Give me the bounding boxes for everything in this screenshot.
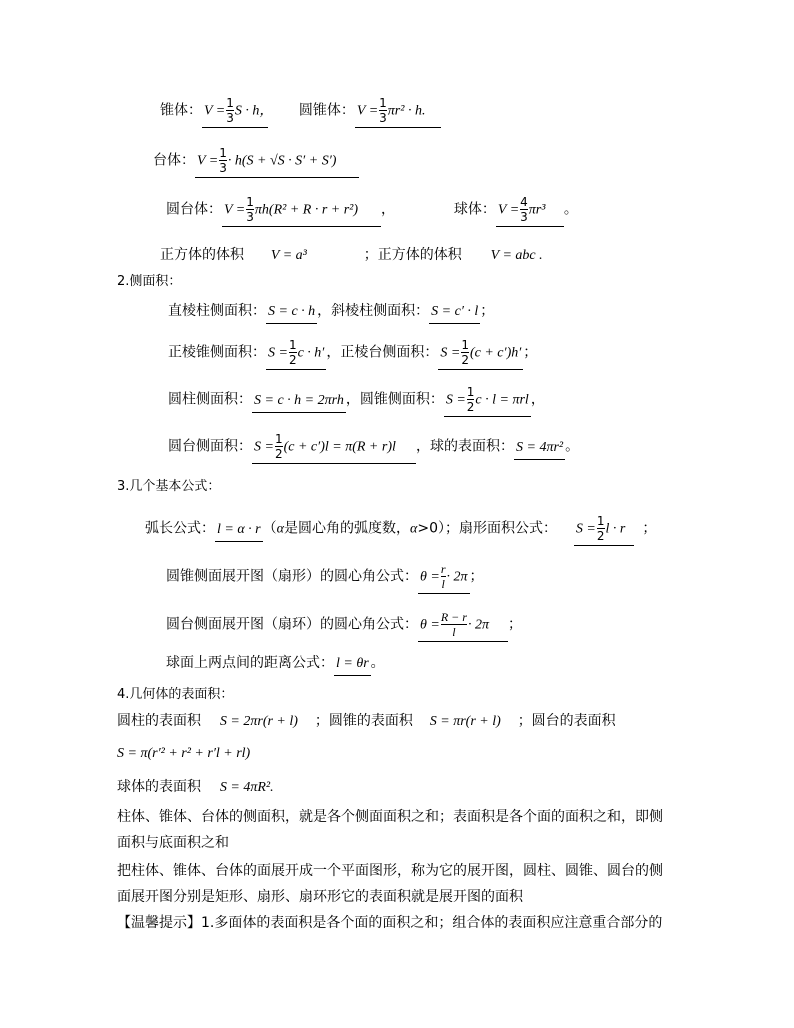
formula-regular-pyramid-lateral: S = $\frac{1}{2}$ c · h′ [266, 338, 326, 370]
formula-line-surface-areas: 圆柱的表面积 S = 2πr(r + l) ；圆锥的表面积 S = πr(r + l) ；圆台的表面积 [117, 713, 616, 729]
formula-cone-lateral: S = $\frac{1}{2}$ c · l = πrl [444, 385, 531, 417]
formula-cube-volume: V = a³ [270, 248, 307, 263]
formula-sphere-volume: V = $\frac{4}{3}$ πr³ [496, 195, 564, 227]
formula-sphere-surface: S = 4πr² [514, 439, 565, 460]
formula-line-cone-volume [160, 96, 441, 128]
formula-regular-frustum-lateral: S = $\frac{1}{2}$ (c + c′)h′ [438, 338, 523, 370]
section-heading-basic-formulas: 3.几个基本公式： [117, 479, 221, 494]
formula-line-prism-lateral: 直棱柱侧面积： S = c · h ，斜棱柱侧面积： S = c′ · l ； [168, 302, 494, 324]
paragraph-lateral-definition-2: 面积与底面积之和 [117, 835, 229, 851]
formula-cone-central-angle: θ = $\frac{r}{l}$ · 2π [418, 562, 470, 594]
formula-frustum-surface: S = π(r′² + r² + r′l + rl) [117, 746, 251, 761]
formula-cone-surface: S = πr(r + l) [429, 714, 501, 729]
formula-line-cube-volume: 正方体的体积 V = a³ ；正方体的体积 V = abc . [160, 247, 543, 263]
formula-line-sphere-surface: 球体的表面积 S = 4πR². [117, 779, 274, 795]
section-heading-lateral-area: 2.侧面积： [117, 274, 182, 289]
formula-cuboid-volume: V = abc . [490, 248, 543, 263]
label-sphere: 球体： [453, 201, 496, 218]
label-frustum: 台体： [153, 152, 195, 169]
label-cone: 锥体： [160, 102, 202, 119]
formula-circular-cone-volume: V = $\frac{1}{3}$ πr² · h. [355, 96, 441, 128]
formula-line-frustum-surface [117, 744, 250, 763]
formula-oblique-prism-lateral: S = c′ · l [429, 303, 480, 324]
formula-frustum-volume: V = $\frac{1}{3}$ · h(S + √S · S′ + S′) [195, 146, 359, 178]
formula-sector-area: S = $\frac{1}{2}$ l · r [574, 514, 634, 546]
formula-right-prism-lateral: S = c · h [266, 303, 317, 324]
formula-line-frustum-unfold-angle: 圆台侧面展开图（扇环）的圆心角公式： θ = $\frac{R - r}{l}$ · 2π ； [166, 610, 522, 642]
section-heading-surface-area: 4.几何体的表面积： [117, 687, 234, 702]
formula-cylinder-lateral: S = c · h = 2πrh [252, 392, 346, 413]
formula-cone-volume: V = $\frac{1}{3}$ S · h， [202, 96, 268, 128]
paragraph-tip: 【温馨提示】1.多面体的表面积是各个面的面积之和；组合体的表面积应注意重合部分的 [117, 915, 663, 931]
paragraph-lateral-definition-1: 柱体、锥体、台体的侧面积，就是各个侧面面积之和；表面积是各个面的面积之和，即侧 [117, 809, 663, 825]
label-circular-cone: 圆锥体： [298, 102, 355, 119]
label-circular-frustum: 圆台体： [166, 201, 222, 218]
formula-line-frustum-sphere-area: 圆台侧面积： S = $\frac{1}{2}$ (c + c′)l = π(R + r)l ，球的表面积： S = 4πr² 。 [168, 432, 579, 464]
formula-line-frustum-volume [153, 146, 359, 178]
paragraph-unfold-definition-1: 把柱体、锥体、台体的面展开成一个平面图形，称为它的展开图，圆柱、圆锥、圆台的侧 [117, 863, 663, 879]
formula-cylinder-surface: S = 2πr(r + l) [219, 714, 298, 729]
formula-circular-frustum-lateral: S = $\frac{1}{2}$ (c + c′)l = π(R + r)l [252, 432, 416, 464]
formula-circular-frustum-volume: V = $\frac{1}{3}$ πh(R² + R · r + r²) [222, 195, 381, 227]
paragraph-unfold-definition-2: 面展开图分别是矩形、扇形、扇环形它的表面积就是展开图的面积 [117, 889, 523, 905]
formula-arc-length: l = α · r [215, 521, 263, 542]
formula-line-cylinder-cone-lateral: 圆柱侧面积： S = c · h = 2πrh ，圆锥侧面积： S = $\frac{1}{2}$ c · l = πrl ， [168, 385, 545, 417]
formula-line-pyramid-lateral: 正棱锥侧面积： S = $\frac{1}{2}$ c · h′ ，正棱台侧面积： S = $\frac{1}{2}$ (c + c′)h′ ； [168, 338, 537, 370]
formula-line-sphere-distance: 球面上两点间的距离公式： l = θr 。 [166, 654, 385, 676]
formula-line-arc-sector: 弧长公式： l = α · r （α是圆心角的弧度数，α>0）；扇形面积公式： S = $\frac{1}{2}$ l · r ； [145, 514, 656, 546]
formula-line-cone-unfold-angle: 圆锥侧面展开图（扇形）的圆心角公式： θ = $\frac{r}{l}$ · 2π ； [166, 562, 484, 594]
formula-sphere-surface-r: S = 4πR². [219, 780, 274, 795]
formula-frustum-central-angle: θ = $\frac{R - r}{l}$ · 2π [418, 610, 508, 642]
formula-sphere-distance: l = θr [334, 655, 371, 676]
formula-line-circular-frustum-volume: 圆台体： V = $\frac{1}{3}$ πh(R² + R · r + r²) ， 球体： V = $\frac{4}{3}$ πr³ 。 [166, 195, 578, 227]
